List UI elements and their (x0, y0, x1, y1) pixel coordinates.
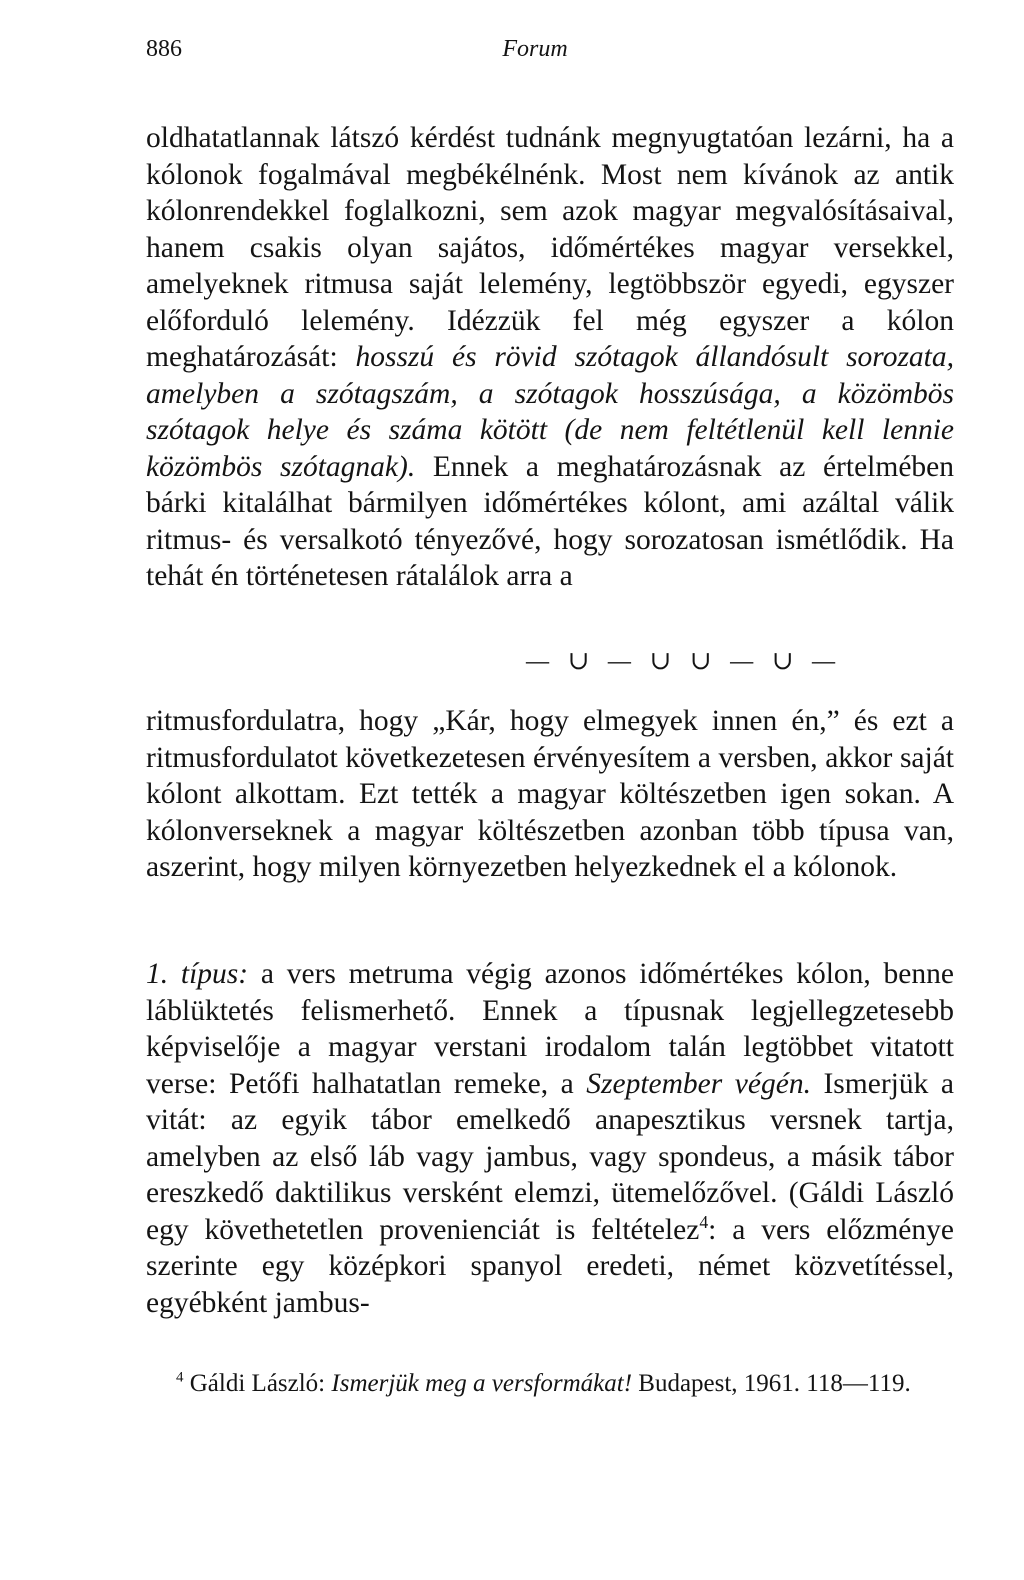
page-header (146, 36, 954, 70)
metrical-scheme: — ∪ — ∪ ∪ — ∪ — (526, 646, 842, 675)
paragraph-type-1 (146, 956, 954, 1321)
kolon-definition-italic: hosszú és rövid szótagok állandósult sorozata, amelyben a szótagszám, a szótagok hosszúsága, a közömbös szótagok helye és száma kötött (de nem feltétlenül kell lennie közömbös szótagnak). (146, 341, 954, 483)
paragraph-text: oldhatatlannak látszó kérdést tudnánk megnyugtatóan lezárni, ha a kólonok fogalmával megbékélnénk. Most nem kívánok az antik kólonrendekkel foglalkozni, sem azok magyar megvalósításaival, hanem csakis olyan sajátos, időmértékes magyar versekkel, amelyeknek ritmusa saját lelemény, legtöbbször egyedi, egyszer előforduló lelemény. Idézzük fel még egyszer a kólon meghatározását: (146, 122, 954, 373)
paragraph-text: Ismerjük a vitát: az egyik tábor emelkedő anapesztikus versnek tartja, amelyben az első láb vagy jambus, vagy spondeus, a másik tábor ereszkedő daktilikus versként elemzi, ütemelőzővel. (Gáldi László egy követhetetlen provenienciát is feltételez (146, 1067, 954, 1246)
paragraph-kolon-definition (146, 120, 954, 595)
running-title: Forum (502, 36, 568, 62)
footnote-marker: 4 (176, 1369, 184, 1386)
footnote-book-title: Ismerjük meg a versformákat! (331, 1370, 633, 1397)
paragraph-text: Ennek a meghatározásnak az értelmében bárki kitalálhat bármilyen időmértékes kólont, ami azáltal válik ritmus- és versalkotó tényezővé, hogy sorozatosan ismétlődik. Ha tehát én történetesen rátalálok arra a (146, 450, 955, 592)
paragraph-text: : a vers előzménye szerinte egy középkori spanyol eredeti, német közvetítéssel, egyébként jambus- (146, 1213, 954, 1319)
paragraph-text: a vers metruma végig azonos időmértékes kólon, benne láblüktetés felismerhető. Ennek a típusnak legjellegzetesebb képviselője a magyar verstani irodalom talán legtöbbet vitatott verse: Petőfi halhatatlan remeke, a (146, 958, 954, 1100)
footnote-reference: 4 (699, 1211, 709, 1232)
poem-title-italic: Szeptember végén. (586, 1067, 811, 1100)
footnote-author: Gáldi László: (183, 1370, 332, 1397)
footnote (146, 1367, 954, 1400)
footnote-publication: Budapest, 1961. 118—119. (632, 1370, 911, 1397)
paragraph-rhythm-turn: ritmusfordulatra, hogy „Kár, hogy elmegyek innen én,” és ezt a ritmusfordulatot következetesen érvényesítem a versben, akkor saját kólont alkottam. Ezt tették a magyar költészetben igen sokan. A kólonverseknek a magyar költészetben azonban több típusa van, aszerint, hogy milyen környezetben helyezkednek el a kólonok. (146, 705, 954, 883)
type-label: 1. típus: (146, 958, 249, 990)
page-number: 886 (146, 36, 182, 62)
